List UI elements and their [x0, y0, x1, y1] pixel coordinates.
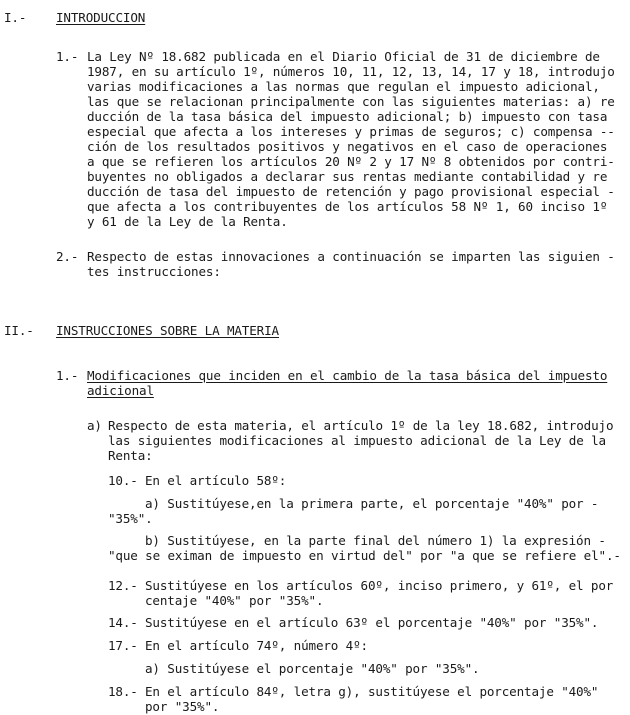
item-14-text: Sustitúyese en el artículo 63º el porcentaje "40%" por "35%". [145, 615, 599, 630]
item-17-number: 17.- [108, 638, 138, 653]
item-14-number: 14.- [108, 615, 138, 630]
item-17-a: a) Sustitúyese el porcentaje "40%" por "35%". [145, 661, 480, 676]
item-10-b-line: "que se eximan de impuesto en virtud del" por "a que se refiere el".- [108, 548, 621, 563]
section-2-item-1-title-line: Modificaciones que inciden en el cambio de la tasa básica del impuesto [87, 368, 608, 383]
section-2-item-1-number: 1.- [56, 368, 79, 383]
item-12-line: Sustitúyese en los artículos 60º, inciso primero, y 61º, el por [145, 578, 614, 593]
section-1-title: INTRODUCCION [56, 10, 146, 25]
section-1-item-2-line: tes instrucciones: [87, 264, 221, 279]
item-10-text: En el artículo 58º: [145, 473, 287, 488]
section-1-item-1-line: las que se relacionan principalmente con las siguientes materias: a) re [87, 94, 615, 109]
section-2-title: INSTRUCCIONES SOBRE LA MATERIA [56, 323, 279, 338]
section-1-item-1-line: La Ley Nº 18.682 publicada en el Diario Oficial de 31 de diciembre de [87, 49, 600, 64]
item-17-text: En el artículo 74º, número 4º: [145, 638, 368, 653]
section-1-item-1-line: 1987, en su artículo 1º, números 10, 11, 12, 13, 14, 17 y 18, introdujo [87, 64, 615, 79]
section-1-item-1-line: a que se refieren los artículos 20 Nº 2 y 17 Nº 8 obtenidos por contri- [87, 154, 615, 169]
item-12-line: centaje "40%" por "35%". [145, 593, 324, 608]
section-1-number: I.- [4, 10, 27, 25]
item-a-label: a) [87, 418, 102, 433]
item-10-number: 10.- [108, 473, 138, 488]
section-1-item-1-line: que afecta a los contribuyentes de los artículos 58 Nº 1, 60 inciso 1º [87, 199, 608, 214]
section-1-item-1-line: buyentes no obligados a declarar sus rentas mediante contabilidad y re [87, 169, 608, 184]
section-1-item-1-line: ducción de tasa del impuesto de retención y pago provisional especial - [87, 184, 615, 199]
item-10-b-line: b) Sustitúyese, en la parte final del número 1) la expresión - [145, 533, 606, 548]
item-10-a-line: a) Sustitúyese,en la primera parte, el porcentaje "40%" por - [145, 496, 599, 511]
section-1-item-1-line: varias modificaciones a las normas que regulan el impuesto adicional, [87, 79, 600, 94]
section-1-item-1-line: ducción de la tasa básica del impuesto adicional; b) impuesto con tasa [87, 109, 608, 124]
section-2-number: II.- [4, 323, 34, 338]
section-1-item-1-number: 1.- [56, 49, 79, 64]
section-1-item-1-line: y 61 de la Ley de la Renta. [87, 214, 288, 229]
section-1-item-2-number: 2.- [56, 249, 79, 264]
section-2-item-1-title-line: adicional [87, 383, 154, 398]
section-1-item-1-line: ción de los resultados positivos y negativos en el caso de operaciones [87, 139, 608, 154]
item-10-a-line: "35%". [108, 511, 153, 526]
item-18-line: por "35%". [145, 699, 220, 714]
item-a-line: Renta: [108, 448, 153, 463]
item-a-line: Respecto de esta materia, el artículo 1º de la ley 18.682, introdujo [108, 418, 614, 433]
item-18-number: 18.- [108, 684, 138, 699]
item-18-line: En el artículo 84º, letra g), sustitúyese el porcentaje "40%" [145, 684, 599, 699]
section-1-item-2-line: Respecto de estas innovaciones a continuación se imparten las siguien - [87, 249, 615, 264]
item-12-number: 12.- [108, 578, 138, 593]
item-a-line: las siguientes modificaciones al impuesto adicional de la Ley de la [108, 433, 606, 448]
section-1-item-1-line: especial que afecta a los intereses y primas de seguros; c) compensa -- [87, 124, 615, 139]
